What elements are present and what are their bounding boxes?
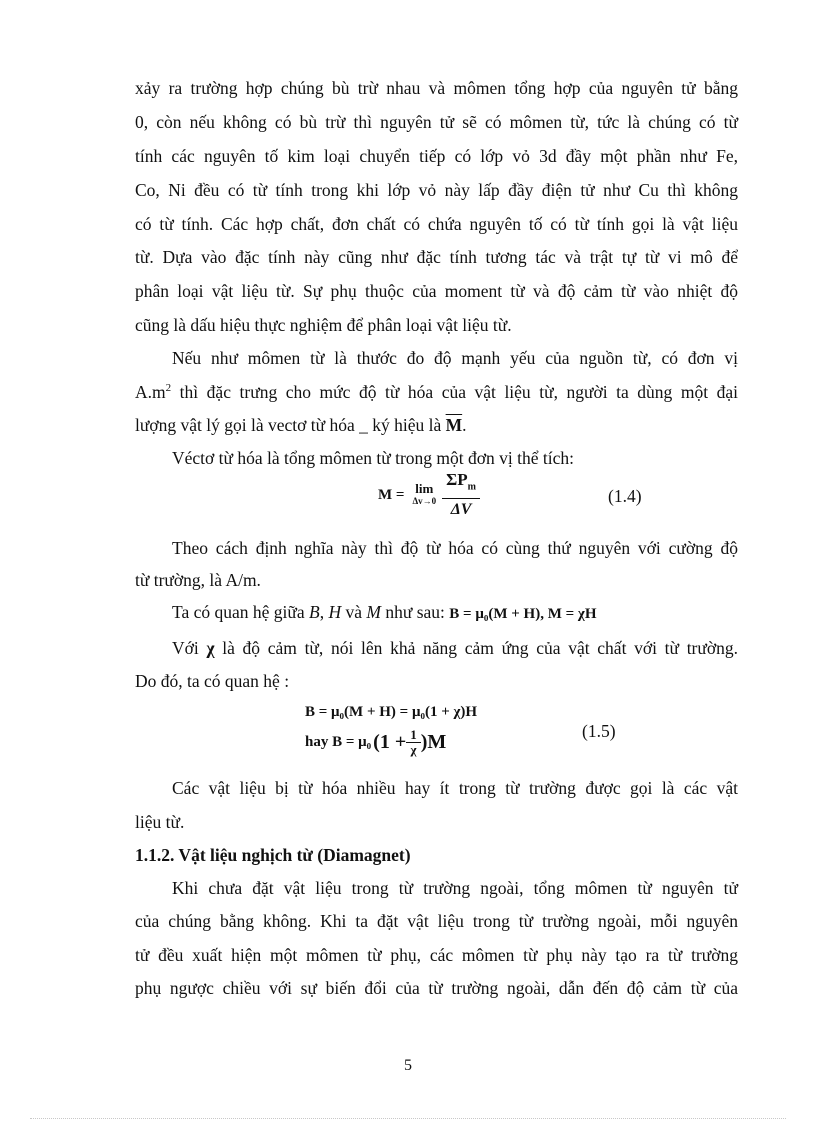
relation-line: Ta có quan hệ giữa B, H và M như sau: B = μ₀(M + H), M = χH bbox=[172, 602, 597, 622]
text-line: xảy ra trường hợp chúng bù trừ nhau và mômen tổng hợp của nguyên tử bằng bbox=[135, 78, 738, 98]
text-line: Co, Ni đều có từ tính trong khi lớp vỏ này lấp đầy điện tử như Cu thì không bbox=[135, 180, 738, 200]
text-line: Các vật liệu bị từ hóa nhiều hay ít trong từ trường được gọi là các vật bbox=[172, 778, 738, 798]
inline-formula: B = μ₀(M + H), M = χH bbox=[449, 606, 597, 622]
text-line: từ trường, là A/m. bbox=[135, 570, 261, 590]
equation-number: (1.5) bbox=[582, 721, 616, 741]
text-line: Nếu như mômen từ là thước đo độ mạnh yếu của nguồn từ, có đơn vị bbox=[172, 348, 738, 368]
vector-m-symbol: $\overline{M}$ bbox=[445, 415, 463, 435]
text-line: lượng vật lý gọi là vectơ từ hóa _ ký hiệu là $\overline{M}$. bbox=[135, 415, 467, 435]
text-line: liệu từ. bbox=[135, 812, 185, 832]
eq-fraction: $\frac{\Sigma P_m}{\Delta V}$ bbox=[442, 469, 480, 521]
equation-1-4 bbox=[378, 470, 480, 520]
text-line: tử đều xuất hiện một mômen từ phụ, các mômen từ phụ này tạo ra từ trường bbox=[135, 945, 738, 965]
eq-limit: lim Δv→0 bbox=[412, 481, 437, 506]
text-line: tính các nguyên tố kim loại chuyển tiếp có lớp vỏ 3d đầy một phần như Fe, bbox=[135, 146, 738, 166]
text-line: phân loại vật liệu từ. Sự phụ thuộc của moment từ và độ cảm từ vào nhiệt độ bbox=[135, 281, 738, 301]
text-line: của chúng bằng không. Khi ta đặt vật liệu trong từ trường ngoài, mỗi nguyên bbox=[135, 911, 738, 931]
equation-number: (1.4) bbox=[608, 486, 642, 506]
superscript: 2 bbox=[165, 382, 172, 395]
page-number: 5 bbox=[404, 1057, 412, 1074]
text-line: Với χ là độ cảm từ, nói lên khả năng cảm ứng của vật chất với từ trường. bbox=[172, 638, 739, 658]
text-line: từ. Dựa vào đặc tính này cũng như đặc tính tương tác và trật tự từ vi mô để bbox=[135, 247, 738, 267]
eq-row: hay B = μ₀ (1 + $\frac{1}{\chi}$ )M bbox=[305, 727, 447, 757]
text-line: $A.m^2$ thì đặc trưng cho mức độ từ hóa của vật liệu từ, người ta dùng một đại bbox=[135, 382, 738, 402]
eq-row: B = μ₀(M + H) = μ₀(1 + χ)H bbox=[305, 704, 478, 720]
text-line: có từ tính. Các hợp chất, đơn chất có chứa nguyên tố có từ tính gọi là vật liệu bbox=[135, 214, 738, 234]
section-heading: 1.1.2. Vật liệu nghịch từ (Diamagnet) bbox=[135, 845, 411, 865]
text-line: phụ ngược chiều với sự biến đổi của từ trường ngoài, dẫn đến độ cảm từ của bbox=[135, 978, 738, 998]
definition-line: Véctơ từ hóa là tổng mômen từ trong một đơn vị thể tích: bbox=[172, 448, 574, 468]
text-line: cũng là dấu hiệu thực nghiệm để phân loại vật liệu từ. bbox=[135, 315, 512, 335]
equation-1-5 bbox=[305, 700, 477, 757]
footer-divider bbox=[30, 1118, 786, 1119]
text-line: Theo cách định nghĩa này thì độ từ hóa có cùng thứ nguyên với cường độ bbox=[172, 538, 738, 558]
text-line: Khi chưa đặt vật liệu trong từ trường ngoài, tổng mômen từ nguyên tử bbox=[172, 878, 738, 898]
text-line: Do đó, ta có quan hệ : bbox=[135, 671, 290, 691]
eq-lhs: M = bbox=[378, 486, 405, 503]
text-line: 0, còn nếu không có bù trừ thì nguyên tử sẽ có mômen từ, tức là chúng có từ bbox=[135, 112, 738, 132]
